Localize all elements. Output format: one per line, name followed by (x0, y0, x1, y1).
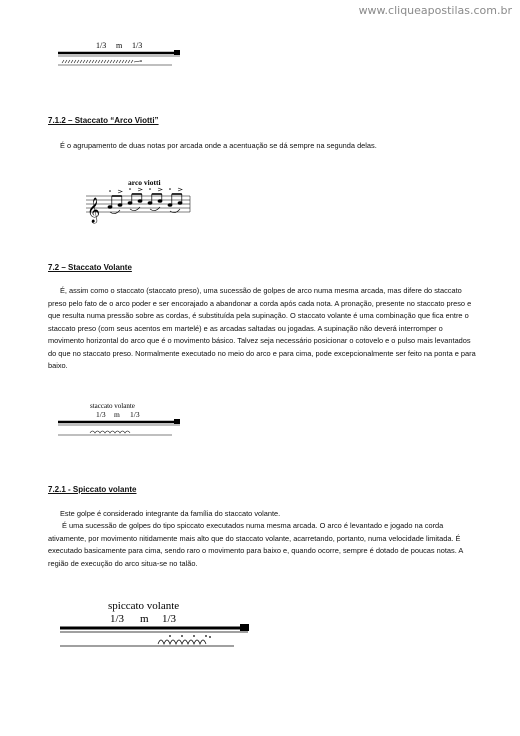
staccato-volante-label: staccato volante (90, 402, 135, 410)
bow-third-left-label: 1/3 (96, 410, 106, 419)
bow-diagram-staccato (56, 38, 186, 68)
arco-viotti-label: arco viotti (128, 178, 161, 187)
bow-diagram-staccato-volante (56, 400, 186, 440)
bow-middle-label: m (140, 613, 149, 625)
bow-third-left-label: 1/3 (110, 613, 125, 625)
section-text-7-2-1-intro: Este golpe é considerado integrante da família do staccato volante. (60, 509, 281, 518)
bow-third-right-label: 1/3 (130, 410, 140, 419)
site-watermark: www.cliqueapostilas.com.br (358, 4, 512, 17)
bow-third-right-label: 1/3 (162, 613, 177, 625)
section-text-7-2-1-body: É uma sucessão de golpes do tipo spiccato executados numa mesma arcada. O arco é levantado e jogado na corda ativamente, por movimento nitidamente mais alto que do staccato volante, acarretando, portanto, numa velocidade limitada. É executado basicamente para cima, sendo raro o movimento para baixo e, quando ocorre, sempre é dotado de poucas notas. A região de execução do arco situa-se no talão. (48, 521, 463, 568)
bow-third-left-label: 1/3 (96, 41, 107, 50)
treble-clef-icon: 𝄞 (87, 198, 101, 223)
bow-middle-label: m (116, 41, 123, 50)
bow-diagram-spiccato-volante (58, 598, 258, 654)
section-heading-7-2-1: 7.2.1 - Spiccato volante (48, 485, 137, 494)
section-text-7-2: É, assim como o staccato (staccato preso), uma sucessão de golpes de arco numa mesma arcada, mas difere do staccato preso pelo fato de o arco poder e ser encorajado a abandonar a corda após cada nota. A pronação, presente no staccato preso e que resulta numa pressão sobre as cordas, é substituída pela supinação. O staccato volante é uma combinação que fica entre o staccato preso (com seus acentos em martelé) e as arcadas saltadas ou jogadas. A supinação não deverá interromper o movimento horizontal do arco que é o movimento básico. Talvez seja necessário posicionar o cotovelo e o pulso mais levantados do que no staccato preso. Normalmente executado no meio do arco e para cima, pode excepcionalmente ser feito na ponta e para baixo. (48, 286, 476, 370)
spiccato-volante-label: spiccato volante (108, 600, 180, 612)
section-heading-7-1-2: 7.1.2 – Staccato “Arco Viotti” (48, 116, 159, 125)
section-text-7-1-2: É o agrupamento de duas notas por arcada onde a acentuação se dá sempre na segunda delas. (60, 141, 377, 150)
section-heading-7-2: 7.2 – Staccato Volante (48, 263, 132, 272)
music-excerpt-arco-viotti (84, 174, 194, 230)
bow-third-right-label: 1/3 (132, 41, 143, 50)
bow-middle-label: m (114, 410, 120, 419)
